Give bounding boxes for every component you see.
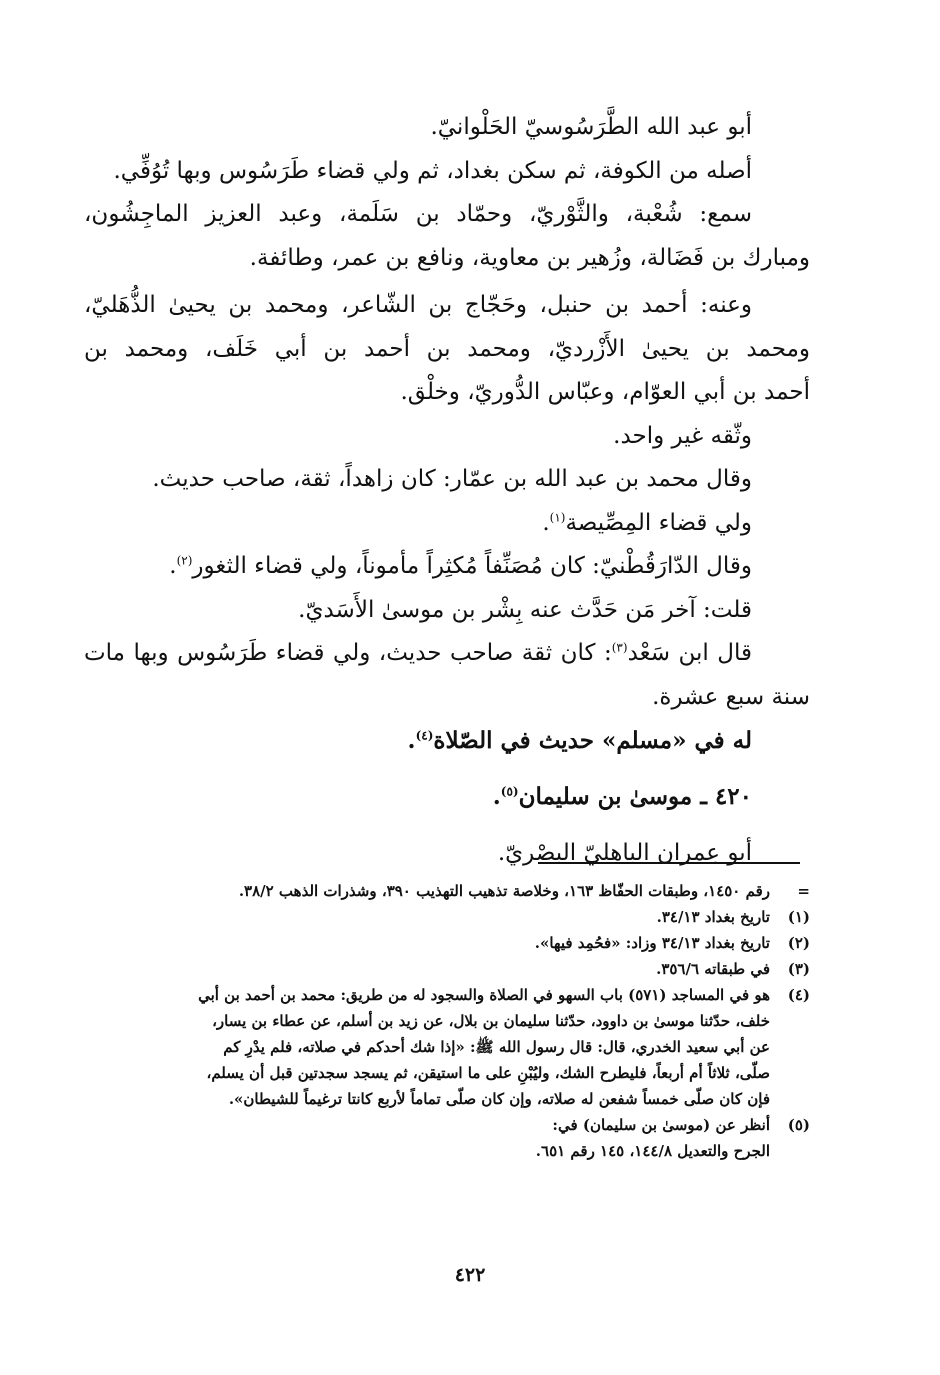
footnotes (84, 878, 810, 1164)
footnote-3 (84, 956, 810, 982)
footnote-marker: (٣) (611, 640, 628, 655)
text-span: . (407, 727, 416, 754)
main-text (84, 106, 810, 876)
text-span: ولي قضاء المِصِّيصة (565, 509, 752, 536)
text-line: سمع: شُعْبة، والثَّوْريّ، وحمّاد بن سَلَمة، وعبد العزيز الماجِشُون، (84, 201, 752, 227)
entry-heading (84, 775, 810, 819)
text-span: له في «مسلم» حديث في الصّلاة (433, 727, 752, 754)
footnote-marker: (٢) (176, 553, 193, 568)
text-span: : كان ثقة صاحب حديث، ولي قضاء طَرَسُوس وبها مات (84, 640, 612, 666)
footnote-text (84, 1112, 770, 1164)
text-line: وعنه: أحمد بن حنبل، وحَجّاج بن الشّاعر، ومحمد بن يحيىٰ الذُّهَليّ، (84, 292, 752, 318)
text-span: . (542, 509, 550, 536)
footnote-line: في طبقاته ٣٥٦/٦. (656, 960, 770, 978)
page-number: ٤٢٢ (454, 1264, 486, 1286)
text-line: أبو عبد الله الطَّرَسُوسيّ الحَلْوانيّ. (430, 114, 752, 140)
text-line (84, 632, 810, 676)
footnote-2 (84, 930, 810, 956)
text-line: سنة سبع عشرة. (652, 683, 810, 710)
footnote-line: فإن كان صلّى خمساً شفعن له صلاته، وإن كان صلّى تماماً لأربع كانتا ترغيماً للشيطان». (228, 1090, 770, 1108)
text-line: وقال محمد بن عبد الله بن عمّار: كان زاهداً، ثقة، صاحب حديث. (152, 466, 752, 492)
text-line (84, 502, 810, 546)
footnote-1 (84, 904, 810, 930)
footnote-text (84, 930, 770, 956)
footnote-number: = (797, 882, 810, 900)
footnote-line: تاريخ بغداد ٣٤/١٣. (656, 908, 770, 926)
footnote-number: (٢) (787, 934, 810, 952)
text-line (84, 719, 810, 763)
text-span: وقال الدّارَقُطْنيّ: كان مُصَنِّفاً مُكثِراً مأموناً، ولي قضاء الثغور (192, 553, 752, 579)
text-line: ومبارك بن فَضَالة، وزُهير بن معاوية، ونافع بن عمر، وطائفة. (249, 244, 810, 271)
footnote-line: عن أبي سعيد الخدري، قال: قال رسول الله ﷺ: «إذا شك أحدكم في صلاته، فلم يدْرِ كم (223, 1038, 770, 1056)
footnote-text (84, 982, 770, 1112)
footnote-line: رقم ١٤٥٠، وطبقات الحفّاظ ١٦٣، وخلاصة تذهيب التهذيب ٣٩٠، وشذرات الذهب ٣٨/٢. (238, 882, 770, 900)
text-line: أصله من الكوفة، ثم سكن بغداد، ثم ولي قضاء طَرَسُوس وبها تُوُفِّي. (113, 157, 752, 184)
text-line: أبو عِمران الباهليّ البصْريّ. (497, 840, 752, 866)
footnote-line: أنظر عن (موسىٰ بن سليمان) في: (552, 1116, 770, 1134)
text-span: . (169, 553, 177, 579)
text-span: قال ابن سَعْد (627, 640, 752, 666)
text-span: . (492, 782, 501, 810)
text-line (84, 545, 810, 589)
text-line: أحمد بن أبي العوّام، وعبّاس الدُّوريّ، وخلْق. (400, 379, 810, 405)
footnote-marker: (٤) (415, 728, 434, 743)
footnote-line: خلف، حدّثنا موسىٰ بن داوود، حدّثنا سليمان بن بلال، عن زيد بن أسلم، عن عطاء بن يسار، (212, 1012, 770, 1030)
footnote-text (84, 904, 770, 930)
footnote-number: (١) (787, 908, 810, 926)
footnote-text (84, 878, 770, 904)
footnote-number: (٤) (787, 986, 810, 1004)
footnote-text (84, 956, 770, 982)
footnote-line: هو في المساجد (٥٧١) باب السهو في الصلاة والسجود له من طريق: محمد بن أحمد بن أبي (198, 986, 770, 1004)
text-span: ٤٢٠ ـ موسىٰ بن سليمان (518, 782, 752, 810)
footnote-line: الجرح والتعديل ١٤٤/٨، ١٤٥ رقم ٦٥١. (535, 1142, 770, 1160)
footnote-5 (84, 1112, 810, 1164)
footnote-marker: (١) (549, 509, 566, 524)
text-line: وثّقه غير واحد. (613, 422, 752, 449)
footnote-marker: (٥) (500, 783, 519, 798)
text-line: ومحمد بن يحيىٰ الأَزْرديّ، ومحمد بن أحمد بن أبي خَلَف، ومحمد بن (84, 335, 810, 362)
footnote-continuation (84, 878, 810, 904)
footnote-4 (84, 982, 810, 1112)
footnote-line: تاريخ بغداد ٣٤/١٣ وزاد: «فحُمِد فيها». (534, 934, 770, 952)
footnote-divider (538, 862, 800, 864)
footnote-line: صلّى، ثلاثاً أم أربعاً، فليطرح الشك، وليُبْنِ على ما استيقن، ثم يسجد سجدتين قبل أن يسلم، (206, 1064, 770, 1082)
text-line: قلت: آخر مَن حَدَّث عنه بِشْر بن موسىٰ الأَسَديّ. (298, 596, 752, 623)
footnote-number: (٣) (787, 960, 810, 978)
footnote-number: (٥) (787, 1116, 810, 1134)
